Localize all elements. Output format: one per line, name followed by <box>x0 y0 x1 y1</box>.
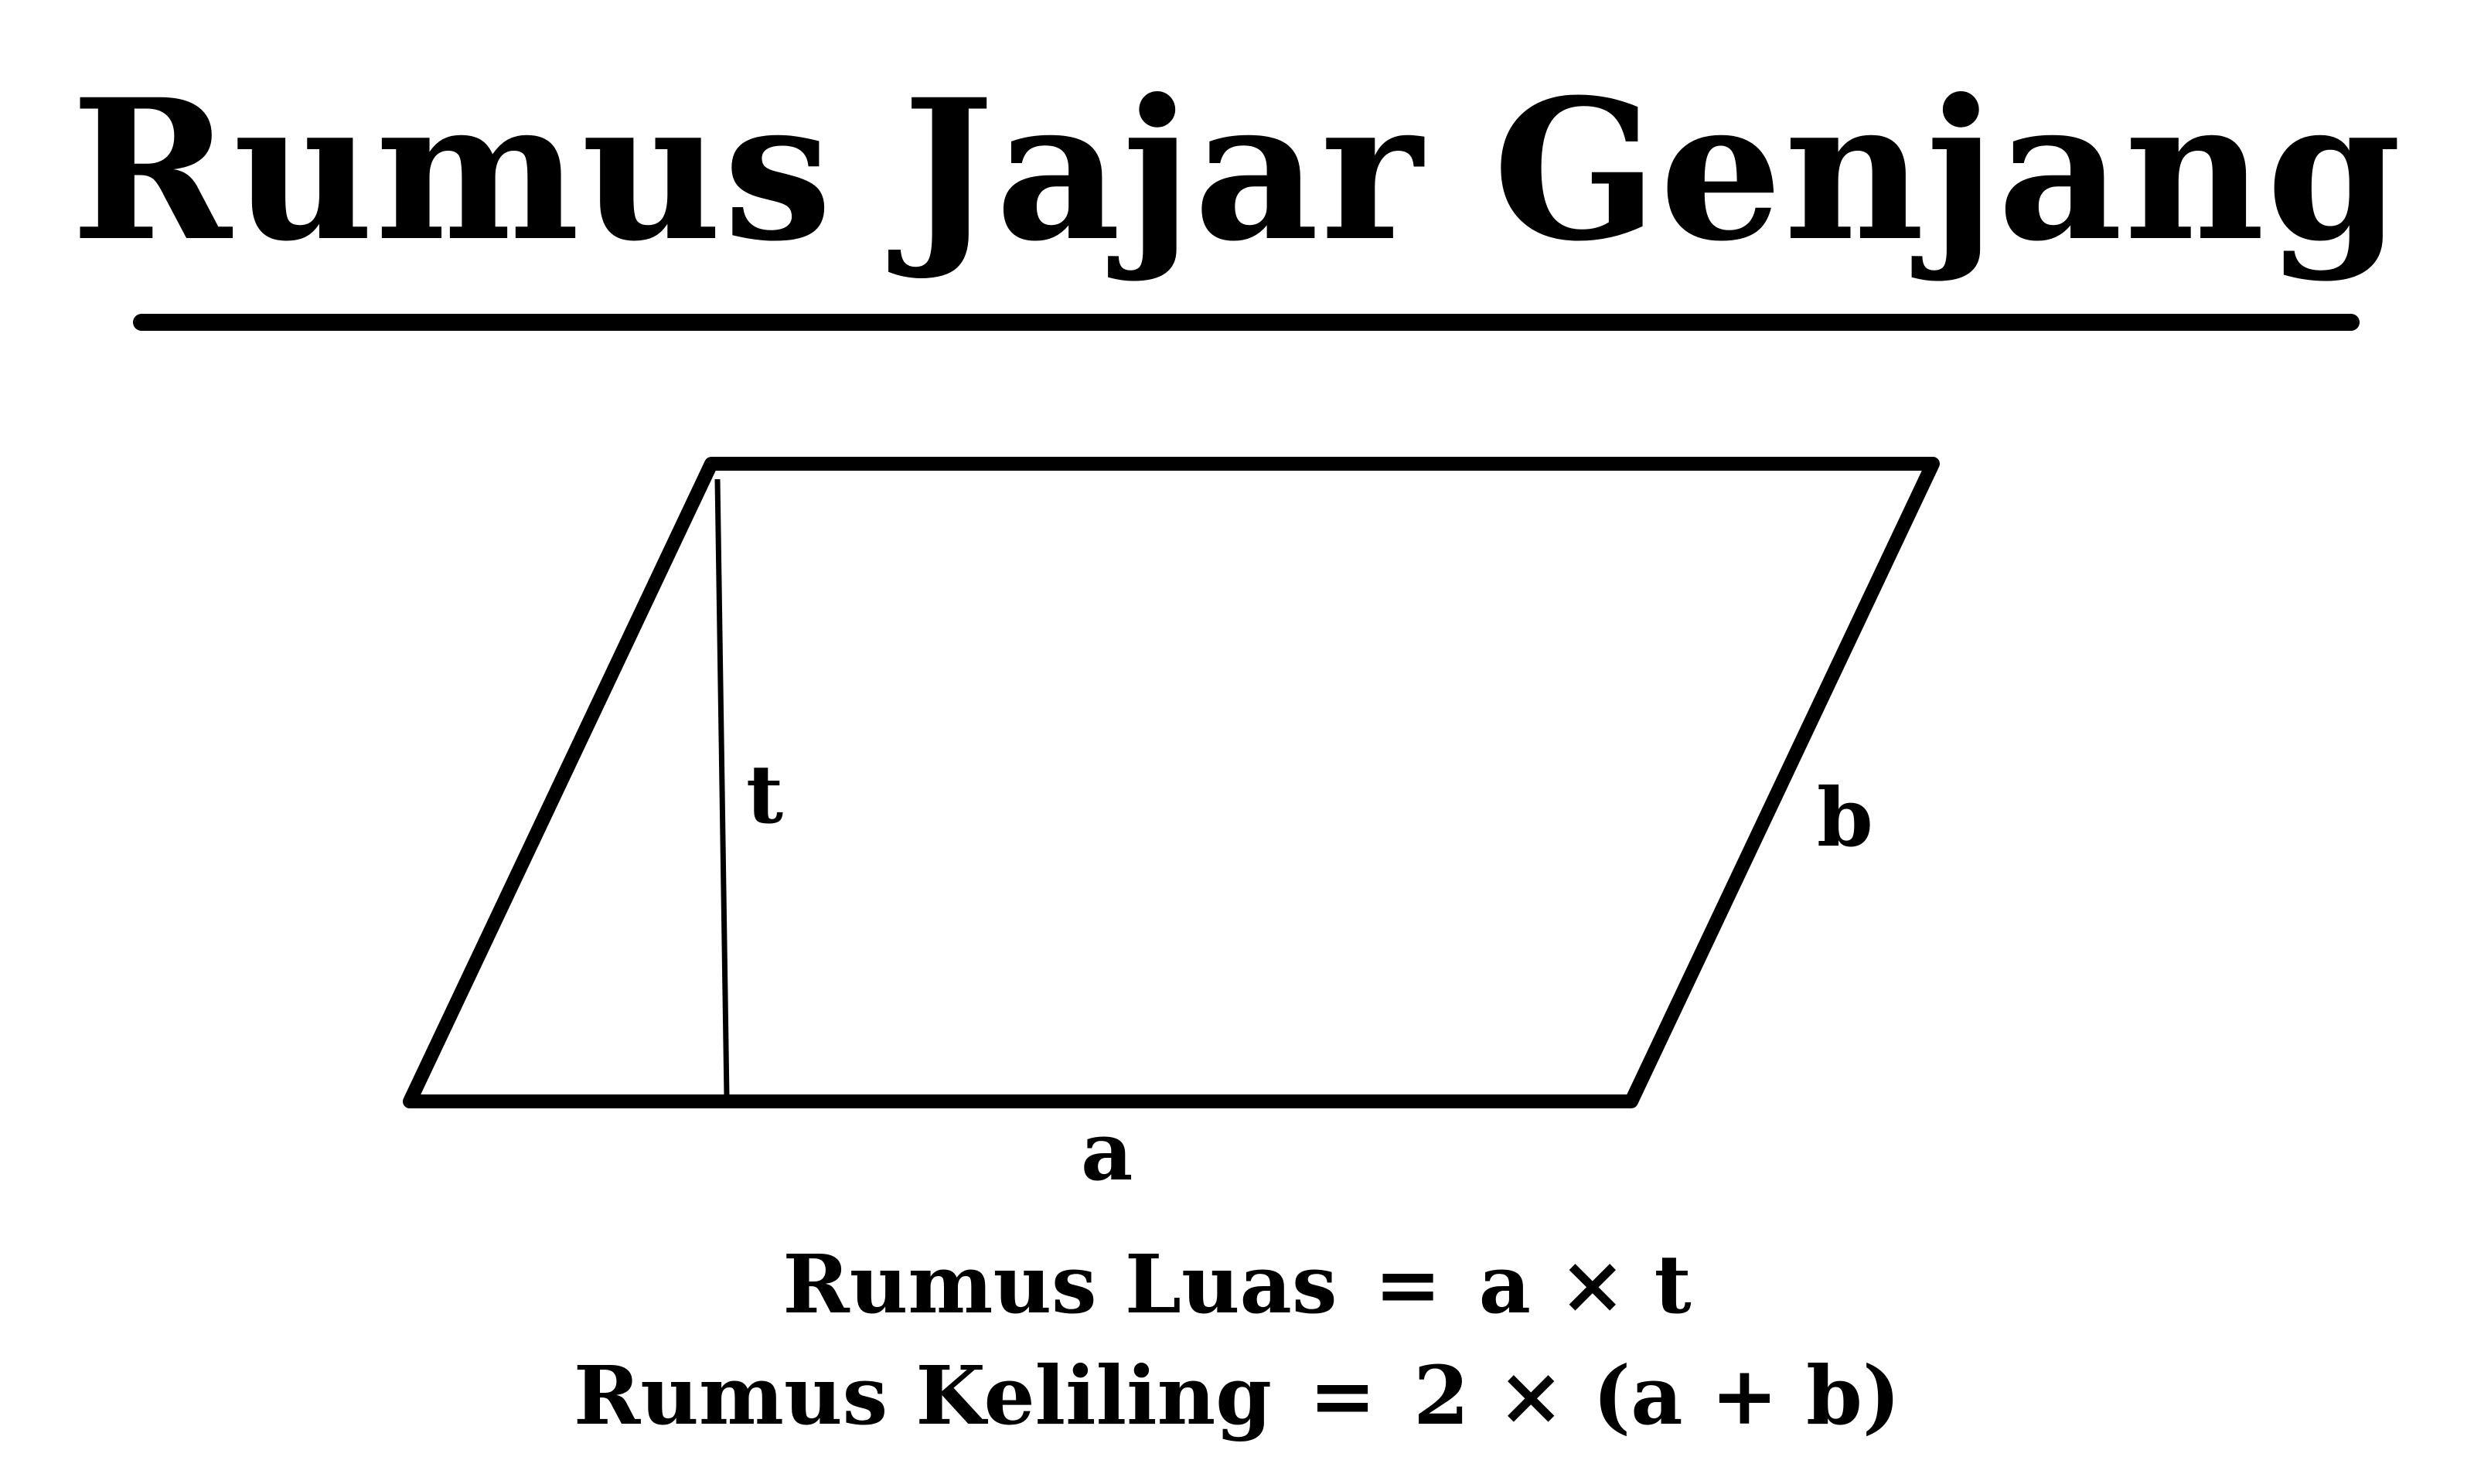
area-formula <box>0 1229 2474 1340</box>
perimeter-formula-name: Rumus Keliling <box>573 1348 1272 1443</box>
base-label: a <box>1081 1104 1133 1199</box>
perimeter-formula-equals: = <box>1308 1348 1377 1443</box>
height-line <box>717 479 727 1098</box>
area-formula-expression: a × t <box>1478 1237 1692 1332</box>
page-title: Rumus Jajar Genjang <box>70 56 2404 284</box>
area-formula-equals: = <box>1374 1237 1442 1332</box>
height-label: t <box>746 747 784 842</box>
perimeter-formula <box>0 1340 2474 1452</box>
side-label: b <box>1817 770 1873 865</box>
parallelogram-shape <box>410 464 1933 1101</box>
perimeter-formula-expression: 2 × (a + b) <box>1413 1348 1901 1443</box>
formula-block <box>0 1229 2474 1452</box>
area-formula-name: Rumus Luas <box>782 1237 1338 1332</box>
